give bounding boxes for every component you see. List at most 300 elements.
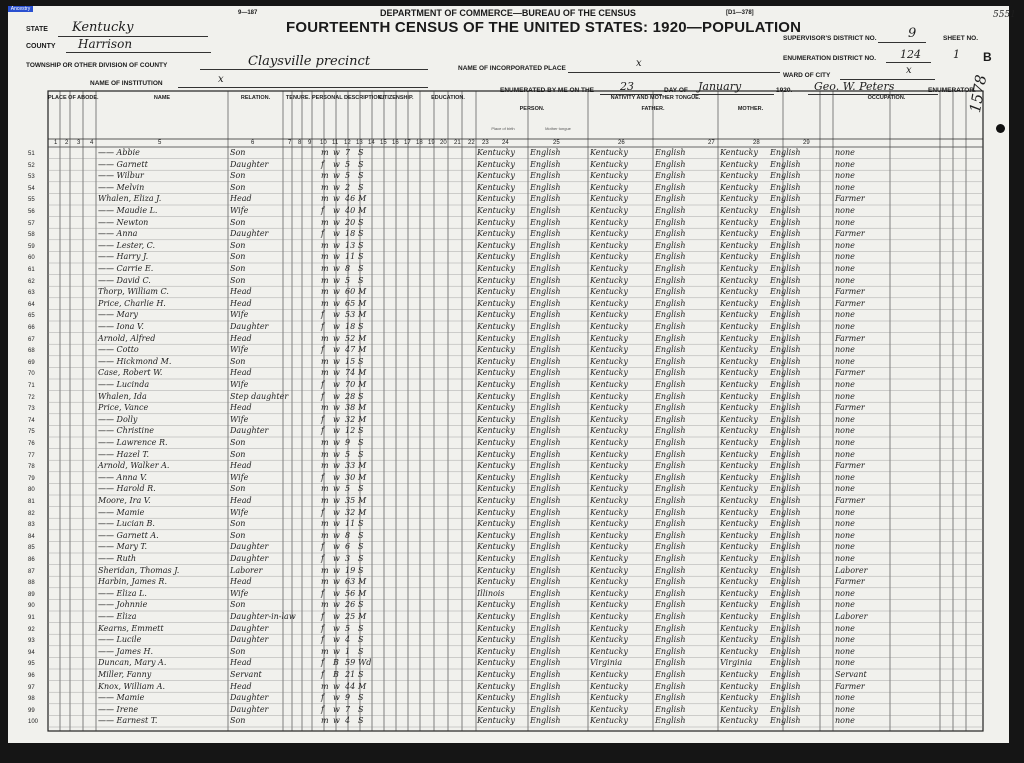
race: w: [333, 333, 340, 343]
age: 18: [345, 229, 356, 239]
mother-mother-tongue: English: [770, 716, 801, 726]
father-birth-place: Kentucky: [590, 507, 628, 517]
father-birth-place: Kentucky: [590, 704, 628, 714]
age: 33: [345, 461, 356, 471]
father-tongue: English: [655, 194, 686, 204]
age: 70: [345, 380, 356, 389]
mother-mother-tongue: English: [770, 542, 801, 552]
column-number: 23: [482, 140, 489, 146]
sex: f: [321, 426, 324, 436]
mother-mother-tongue: English: [770, 588, 801, 598]
relation: Wife: [230, 310, 249, 320]
person-name: —— Hickmond M.: [98, 356, 172, 366]
mother-mother-tongue: English: [770, 472, 801, 482]
column-number: 12: [344, 140, 351, 146]
birth-place: Kentucky: [477, 507, 515, 517]
sex: m: [321, 368, 329, 378]
mother-birth-place: Kentucky: [720, 507, 758, 517]
birth-place: Kentucky: [477, 635, 515, 645]
column-number: 16: [392, 140, 399, 146]
race: w: [333, 252, 340, 262]
father-birth-place: Kentucky: [590, 716, 628, 726]
birth-place: Kentucky: [477, 577, 515, 587]
father-tongue: English: [655, 217, 686, 227]
marital-status: S: [358, 391, 364, 401]
marital-status: M: [358, 380, 367, 389]
form-number: 9—187: [238, 10, 258, 16]
mother-tongue: English: [530, 472, 561, 482]
row-line-number: 73: [28, 406, 35, 413]
birth-place: Kentucky: [477, 414, 515, 424]
mother-mother-tongue: English: [770, 507, 801, 517]
person-name: Price, Vance: [98, 403, 149, 413]
relation: Son: [230, 716, 246, 726]
marital-status: S: [358, 623, 364, 633]
relation: Son: [230, 600, 246, 610]
race: w: [333, 496, 340, 505]
relation: Daughter: [230, 542, 269, 552]
race: w: [333, 287, 340, 297]
relation: Son: [230, 240, 246, 250]
mother-tongue: English: [530, 322, 561, 331]
mother-tongue: English: [530, 646, 561, 656]
day-of-label: DAY OF: [664, 87, 688, 94]
mother-tongue: English: [530, 612, 561, 621]
column-number: 17: [404, 140, 411, 146]
father-tongue: English: [655, 612, 686, 621]
person-name: —— Lucian B.: [98, 519, 155, 529]
marital-status: S: [358, 264, 364, 273]
father-birth-place: Kentucky: [590, 159, 628, 169]
mother-tongue: English: [530, 693, 561, 703]
birth-place: Kentucky: [477, 298, 515, 308]
person-name: —— Garnett A.: [98, 530, 159, 540]
ward-value: x: [906, 65, 912, 76]
father-birth-place: Kentucky: [590, 252, 628, 262]
occupation: none: [835, 646, 855, 656]
row-line-number: 59: [28, 243, 35, 250]
relation: Son: [230, 449, 246, 459]
occupation: none: [835, 716, 855, 726]
marital-status: S: [358, 554, 364, 563]
age: 8: [345, 264, 351, 273]
age: 5: [345, 275, 351, 285]
row-line-number: 54: [28, 185, 35, 192]
sex: f: [321, 380, 324, 389]
sex: f: [321, 229, 324, 239]
birth-place: Kentucky: [477, 519, 515, 529]
sex: f: [321, 206, 324, 215]
father-birth-place: Kentucky: [590, 310, 628, 320]
age: 28: [345, 391, 356, 401]
column-number: 29: [803, 140, 810, 146]
row-line-number: 78: [28, 464, 35, 471]
sex: m: [321, 716, 329, 726]
relation: Servant: [230, 670, 262, 679]
mother-birth-place: Kentucky: [720, 287, 758, 297]
father-birth-place: Kentucky: [590, 577, 628, 587]
column-number: 22: [468, 140, 475, 146]
row-line-number: 99: [28, 707, 35, 714]
mother-mother-tongue: English: [770, 670, 801, 679]
relation: Son: [230, 519, 246, 529]
father-birth-place: Kentucky: [590, 217, 628, 227]
father-tongue: English: [655, 426, 686, 436]
age: 3: [345, 554, 351, 563]
father-birth-place: Kentucky: [590, 681, 628, 691]
row-line-number: 76: [28, 441, 35, 447]
sex: f: [321, 472, 324, 482]
person-name: —— Lawrence R.: [98, 438, 168, 447]
father-tongue: English: [655, 391, 686, 401]
father-birth-place: Kentucky: [590, 623, 628, 633]
father-tongue: English: [655, 368, 686, 378]
state-label: STATE: [26, 26, 48, 33]
occupation: Farmer: [835, 461, 865, 471]
person-name: —— Earnest T.: [98, 716, 158, 726]
sex: f: [321, 612, 324, 621]
enumerated-label: ENUMERATED BY ME ON THE: [500, 87, 595, 94]
ward-label: WARD OF CITY: [783, 72, 831, 79]
father-birth-place: Kentucky: [590, 565, 628, 575]
father-tongue: English: [655, 472, 686, 482]
father-birth-place: Kentucky: [590, 449, 628, 459]
father-birth-place: Kentucky: [590, 461, 628, 471]
relation: Head: [230, 368, 252, 378]
race: w: [333, 461, 340, 471]
race: B: [333, 670, 339, 679]
race: w: [333, 484, 340, 494]
tongue-subheader: Mother tongue: [545, 126, 571, 131]
mother-birth-place: Kentucky: [720, 670, 758, 679]
mother-tongue: English: [530, 704, 561, 714]
age: 9: [345, 438, 351, 447]
mother-mother-tongue: English: [770, 623, 801, 633]
mother-tongue: English: [530, 484, 561, 494]
occupation: Laborer: [835, 565, 868, 575]
age: 53: [345, 310, 356, 320]
marital-status: S: [358, 252, 364, 262]
father-birth-place: Kentucky: [590, 635, 628, 645]
age: 19: [345, 565, 356, 575]
age: 44: [345, 681, 356, 691]
father-birth-place: Kentucky: [590, 298, 628, 308]
sex: f: [321, 414, 324, 424]
mother-birth-place: Kentucky: [720, 368, 758, 378]
person-name: Whalen, Eliza J.: [98, 194, 162, 204]
father-tongue: English: [655, 530, 686, 540]
row-line-number: 67: [28, 336, 35, 343]
mother-mother-tongue: English: [770, 264, 801, 273]
mother-birth-place: Kentucky: [720, 438, 758, 447]
education-header: EDUCATION.: [431, 95, 465, 101]
age: 5: [345, 449, 351, 459]
father-tongue: English: [655, 681, 686, 691]
relation: Son: [230, 438, 246, 447]
occupation: none: [835, 426, 855, 436]
relation: Wife: [230, 507, 249, 517]
birth-place: Kentucky: [477, 600, 515, 610]
father-birth-place: Kentucky: [590, 519, 628, 529]
department-heading: DEPARTMENT OF COMMERCE—BUREAU OF THE CENSUS: [380, 8, 636, 18]
sex: m: [321, 275, 329, 285]
mother-tongue: English: [530, 588, 561, 598]
age: 59: [345, 658, 356, 668]
mother-birth-place: Kentucky: [720, 519, 758, 529]
race: w: [333, 635, 340, 645]
mother-tongue: English: [530, 600, 561, 610]
sex: f: [321, 310, 324, 320]
marital-status: M: [358, 681, 367, 691]
sex: m: [321, 264, 329, 273]
row-line-number: 75: [28, 429, 35, 436]
mother-mother-tongue: English: [770, 484, 801, 494]
mother-mother-tongue: English: [770, 159, 801, 169]
father-birth-place: Kentucky: [590, 426, 628, 436]
sex: m: [321, 171, 329, 181]
father-tongue: English: [655, 496, 686, 505]
mother-mother-tongue: English: [770, 345, 801, 355]
father-birth-place: Kentucky: [590, 333, 628, 343]
relation: Step daughter: [230, 391, 289, 401]
row-line-number: 52: [28, 162, 35, 169]
mother-tongue: English: [530, 229, 561, 239]
mother-birth-place: Kentucky: [720, 333, 758, 343]
mother-tongue: English: [530, 217, 561, 227]
race: w: [333, 356, 340, 366]
marital-status: S: [358, 240, 364, 250]
father-birth-place: Kentucky: [590, 368, 628, 378]
birth-place: Kentucky: [477, 391, 515, 401]
father-birth-place: Kentucky: [590, 322, 628, 331]
occupation: Farmer: [835, 287, 865, 297]
mother-mother-tongue: English: [770, 287, 801, 297]
sex: m: [321, 600, 329, 610]
row-line-number: 81: [28, 499, 35, 505]
mother-birth-place: Kentucky: [720, 716, 758, 726]
county-value: Harrison: [78, 37, 133, 51]
relation: Head: [230, 333, 252, 343]
column-number: 20: [440, 140, 447, 146]
relation: Head: [230, 577, 252, 587]
column-number: 19: [428, 140, 435, 146]
enumerator-label: ENUMERATOR.: [928, 87, 976, 94]
mother-birth-place: Kentucky: [720, 635, 758, 645]
mother-tongue: English: [530, 519, 561, 529]
birth-place: Kentucky: [477, 658, 515, 668]
mother-mother-tongue: English: [770, 496, 801, 505]
row-line-number: 77: [28, 452, 35, 459]
row-line-number: 63: [28, 290, 35, 297]
mother-tongue: English: [530, 426, 561, 436]
mother-birth-place: Kentucky: [720, 577, 758, 587]
age: 4: [345, 635, 351, 645]
father-tongue: English: [655, 229, 686, 239]
mother-mother-tongue: English: [770, 310, 801, 320]
father-tongue: English: [655, 507, 686, 517]
occupation: none: [835, 704, 855, 714]
sex: m: [321, 252, 329, 262]
mother-birth-place: Kentucky: [720, 530, 758, 540]
mother-mother-tongue: English: [770, 333, 801, 343]
father-birth-place: Kentucky: [590, 554, 628, 563]
person-name: —— Wilbur: [98, 171, 144, 181]
birth-place: Kentucky: [477, 623, 515, 633]
row-line-number: 60: [28, 255, 35, 262]
mother-tongue: English: [530, 159, 561, 169]
mother-tongue: English: [530, 461, 561, 471]
person-name: Miller, Fanny: [98, 670, 152, 679]
birth-place: Kentucky: [477, 322, 515, 331]
column-number: 15: [380, 140, 387, 146]
mother-birth-place: Kentucky: [720, 414, 758, 424]
birth-place: Kentucky: [477, 356, 515, 366]
father-birth-place: Kentucky: [590, 670, 628, 679]
occupation: none: [835, 658, 855, 668]
race: w: [333, 600, 340, 610]
mother-tongue: English: [530, 681, 561, 691]
occupation: none: [835, 530, 855, 540]
mother-birth-place: Kentucky: [720, 159, 758, 169]
occupation: none: [835, 542, 855, 552]
row-line-number: 70: [28, 371, 35, 378]
father-tongue: English: [655, 298, 686, 308]
marital-status: S: [358, 635, 364, 645]
personal-header: PERSONAL DESCRIPTION.: [312, 95, 384, 101]
marital-status: S: [358, 356, 364, 366]
birth-place: Kentucky: [477, 670, 515, 679]
birth-place: Kentucky: [477, 612, 515, 621]
father-birth-place: Kentucky: [590, 588, 628, 598]
marital-status: M: [358, 345, 367, 355]
father-tongue: English: [655, 600, 686, 610]
race: w: [333, 368, 340, 378]
mother-tongue: English: [530, 403, 561, 413]
age: 8: [345, 530, 351, 540]
row-line-number: 79: [28, 475, 35, 482]
person-name: Sheridan, Thomas J.: [98, 565, 180, 575]
occupation: Farmer: [835, 229, 865, 239]
person-name: Thorp, William C.: [98, 287, 169, 297]
race: w: [333, 240, 340, 250]
sex: m: [321, 240, 329, 250]
father-tongue: English: [655, 322, 686, 331]
row-line-number: 86: [28, 557, 35, 563]
relation: Wife: [230, 206, 249, 215]
mother-tongue: English: [530, 275, 561, 285]
relation: Daughter: [230, 693, 269, 703]
father-tongue: English: [655, 519, 686, 529]
race: w: [333, 275, 340, 285]
marital-status: S: [358, 275, 364, 285]
mother-mother-tongue: English: [770, 229, 801, 239]
person-name: —— Christine: [98, 426, 154, 436]
person-name: Harbin, James R.: [98, 577, 167, 587]
relation: Daughter: [230, 554, 269, 563]
father-tongue: English: [655, 623, 686, 633]
sheet-letter: B: [983, 50, 992, 64]
father-birth-place: Kentucky: [590, 403, 628, 413]
marital-status: S: [358, 693, 364, 703]
occupation: Farmer: [835, 194, 865, 204]
marital-status: S: [358, 542, 364, 552]
marital-status: S: [358, 670, 364, 679]
column-number: 9: [308, 140, 312, 146]
mother-birth-place: Virginia: [720, 658, 753, 668]
person-name: —— Dolly: [98, 414, 138, 424]
mother-mother-tongue: English: [770, 461, 801, 471]
mother-birth-place: Kentucky: [720, 449, 758, 459]
row-line-number: 89: [28, 591, 35, 598]
mother-tongue: English: [530, 449, 561, 459]
enumerated-month: January: [698, 80, 742, 93]
marital-status: M: [358, 287, 367, 297]
father-birth-place: Kentucky: [590, 240, 628, 250]
occupation: Farmer: [835, 298, 865, 308]
age: 2: [345, 182, 351, 192]
occupation: none: [835, 623, 855, 633]
mother-tongue: English: [530, 542, 561, 552]
mother-mother-tongue: English: [770, 206, 801, 215]
marital-status: M: [358, 577, 367, 587]
marital-status: S: [358, 426, 364, 436]
birth-place: Kentucky: [477, 264, 515, 273]
row-line-number: 95: [28, 661, 35, 668]
race: B: [333, 658, 339, 668]
occupation: none: [835, 206, 855, 215]
row-line-number: 87: [28, 568, 35, 575]
relation: Daughter: [230, 229, 269, 239]
row-line-number: 66: [28, 325, 35, 331]
age: 38: [345, 403, 356, 413]
person-name: —— Iona V.: [98, 322, 144, 331]
mother-birth-place: Kentucky: [720, 565, 758, 575]
race: w: [333, 588, 340, 598]
race: w: [333, 681, 340, 691]
marital-status: M: [358, 612, 367, 621]
column-number: 10: [320, 140, 327, 146]
mother-mother-tongue: English: [770, 646, 801, 656]
father-birth-place: Kentucky: [590, 275, 628, 285]
row-line-number: 65: [28, 313, 35, 320]
father-birth-place: Kentucky: [590, 612, 628, 621]
mother-tongue: English: [530, 240, 561, 250]
marital-status: S: [358, 716, 364, 726]
person-name: Arnold, Walker A.: [98, 461, 170, 471]
father-tongue: English: [655, 635, 686, 645]
sex: m: [321, 646, 329, 656]
marital-status: M: [358, 414, 367, 424]
mother-birth-place: Kentucky: [720, 472, 758, 482]
father-tongue: English: [655, 275, 686, 285]
marital-status: S: [358, 438, 364, 447]
occupation: none: [835, 252, 855, 262]
ancestry-badge: Ancestry: [8, 6, 33, 12]
mother-mother-tongue: English: [770, 426, 801, 436]
age: 15: [345, 356, 356, 366]
race: w: [333, 298, 340, 308]
birth-place: Kentucky: [477, 240, 515, 250]
father-birth-place: Kentucky: [590, 264, 628, 273]
person-name: —— Lucile: [98, 635, 142, 645]
relation: Daughter: [230, 704, 269, 714]
sex: f: [321, 345, 324, 355]
mother-tongue: English: [530, 148, 561, 157]
age: 9: [345, 693, 351, 703]
sex: m: [321, 403, 329, 413]
enumeration-value: 124: [900, 48, 921, 61]
age: 7: [345, 148, 351, 157]
